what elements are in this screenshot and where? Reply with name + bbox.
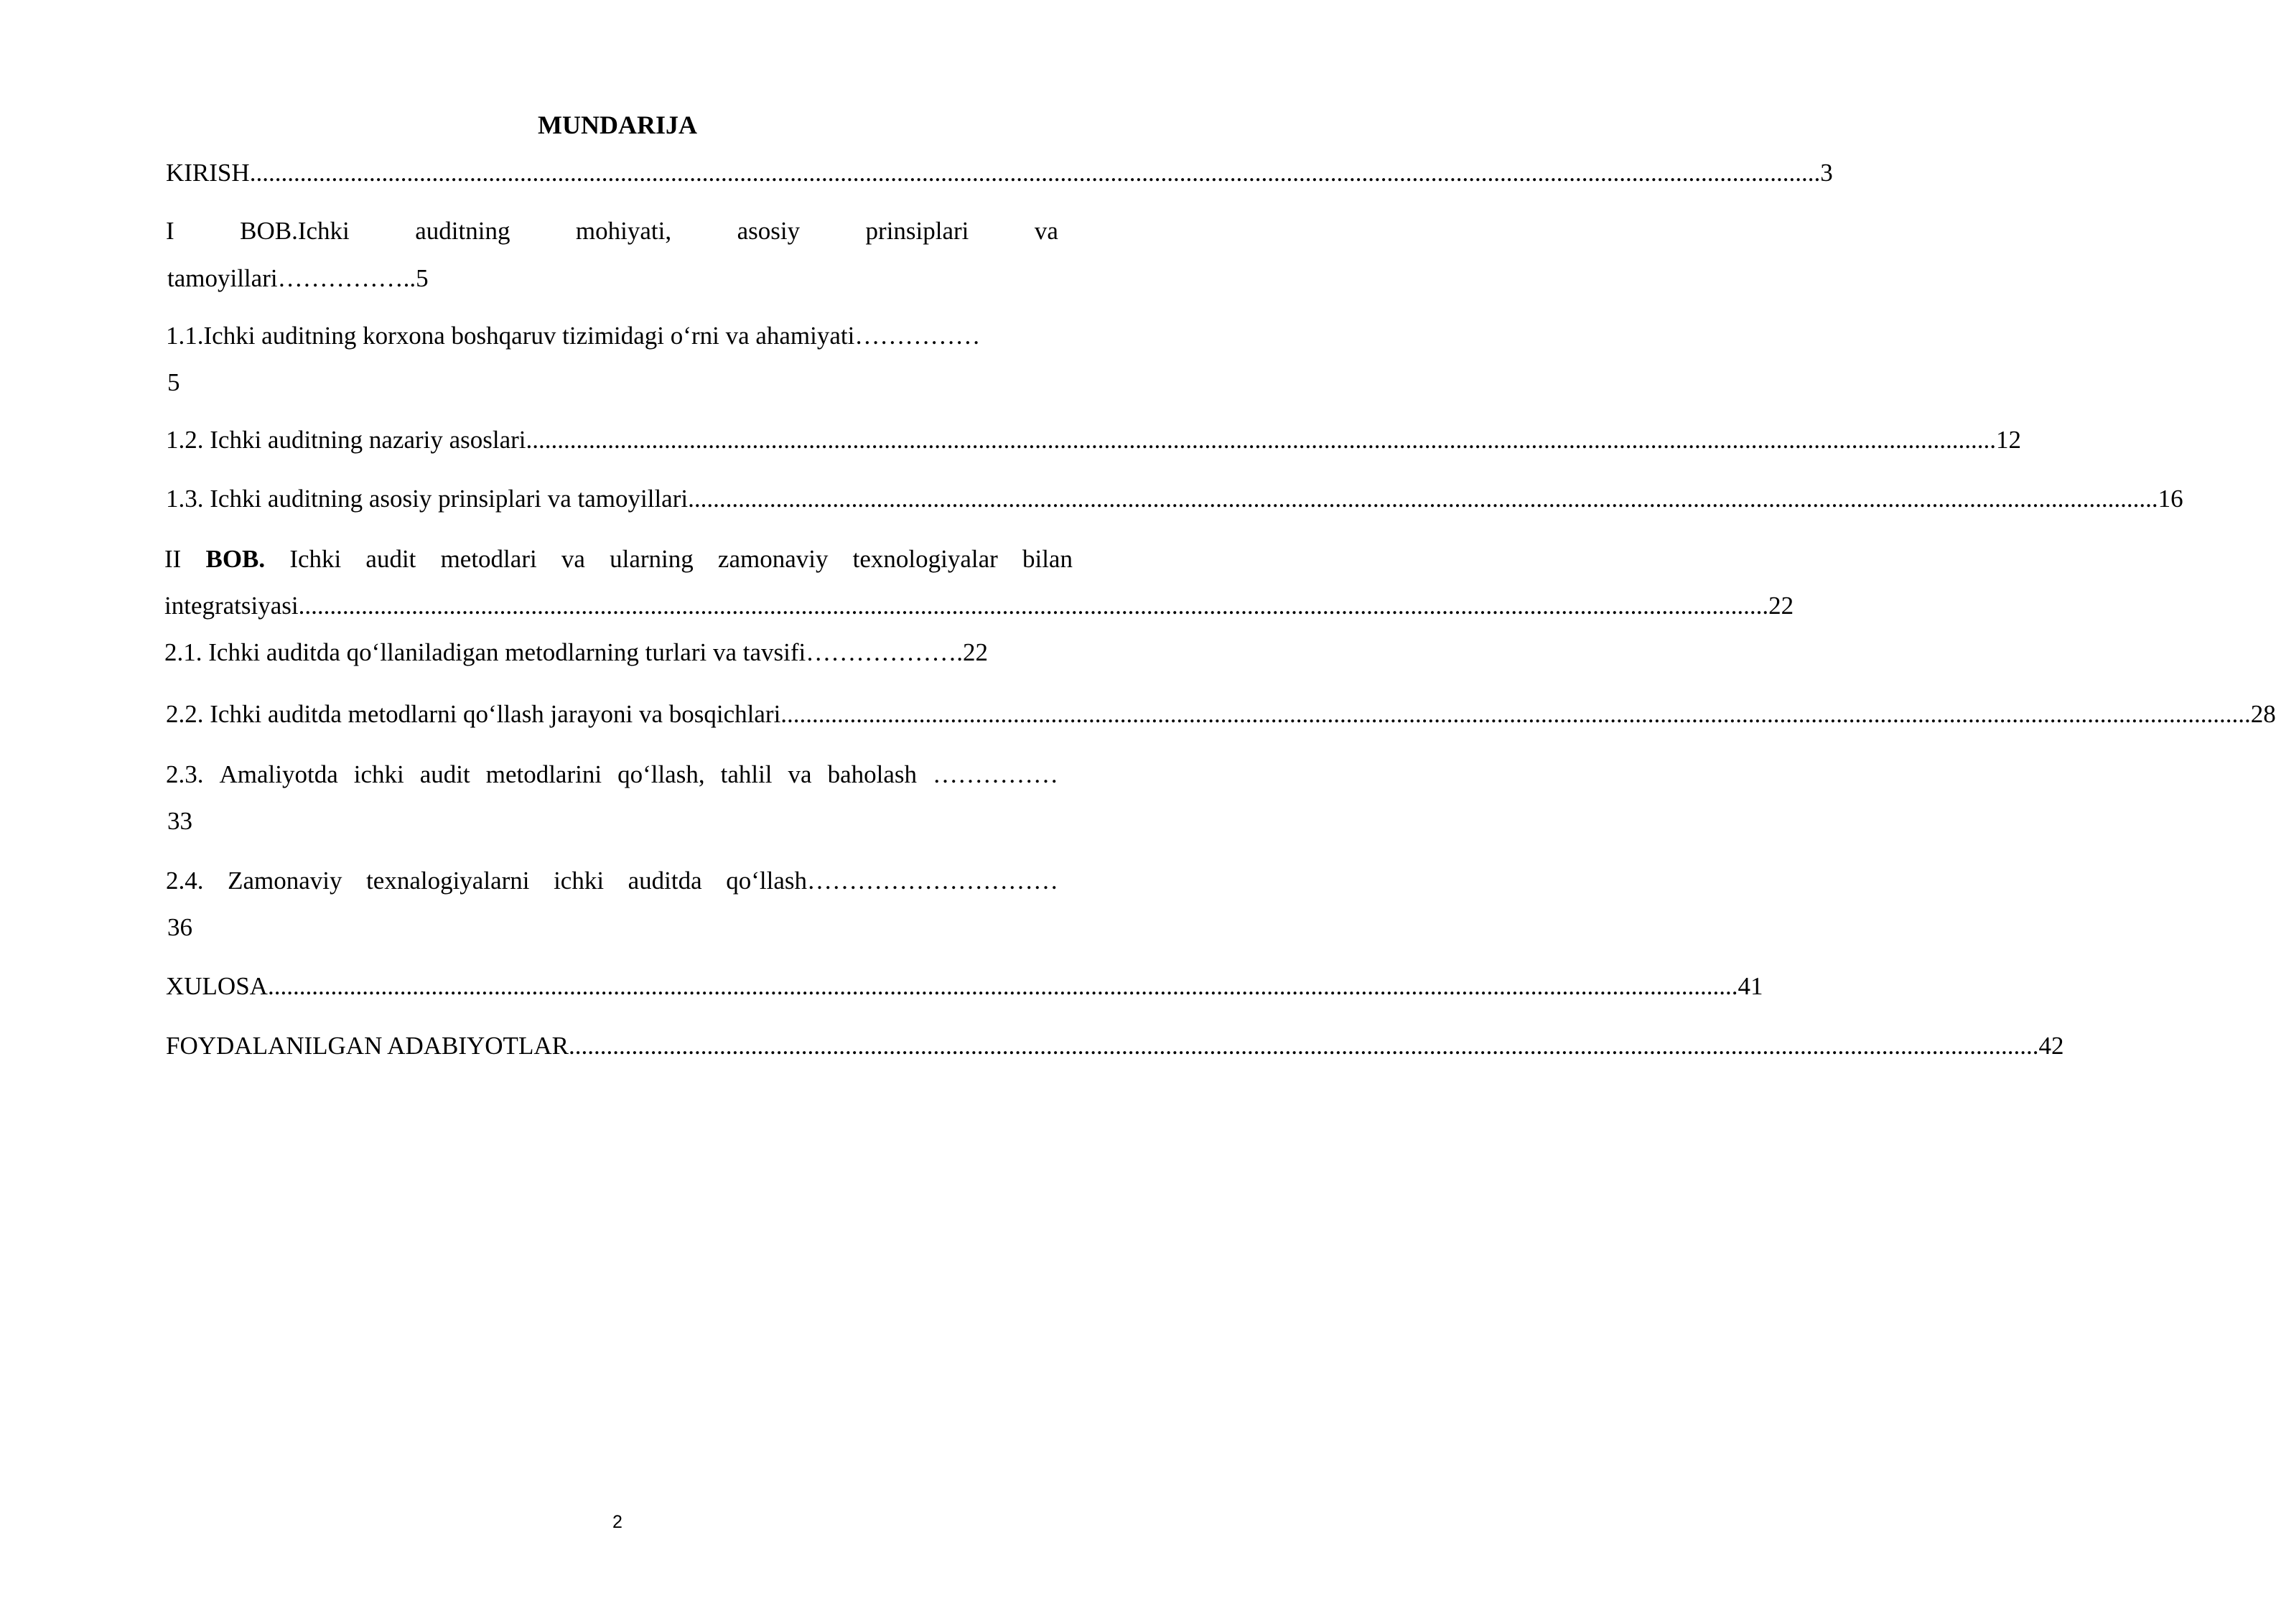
- toc-word: texnologiyalar: [852, 545, 998, 573]
- toc-page-number: 3: [1820, 159, 1833, 187]
- toc-word: 2.4.: [166, 867, 204, 895]
- toc-page-number: 5: [416, 264, 429, 292]
- toc-entry-2-3[interactable]: [166, 757, 1058, 792]
- toc-page-number: 22: [962, 638, 988, 666]
- dot-leader: ..........................................................................................................................................................................................................................................: [568, 1032, 2039, 1060]
- toc-page-number: 16: [2158, 485, 2183, 513]
- toc-entry-2-4[interactable]: [166, 864, 1058, 898]
- toc-word: ichki: [554, 867, 605, 895]
- toc-word: auditning: [415, 217, 510, 245]
- toc-entry-bob2-line1[interactable]: [164, 542, 1073, 577]
- toc-word: metodlari: [440, 545, 537, 573]
- toc-entry-text: integratsiyasi: [164, 592, 299, 620]
- dot-leader: ……………: [933, 760, 1058, 788]
- toc-word: I: [166, 217, 174, 245]
- toc-entry-1-1[interactable]: [166, 319, 980, 353]
- toc-page-number: 41: [1738, 972, 1763, 1000]
- toc-word: BOB.Ichki: [240, 217, 350, 245]
- toc-entry-1-2[interactable]: [166, 423, 2022, 457]
- toc-page-number: 28: [2250, 700, 2276, 728]
- toc-entry-adabiyotlar[interactable]: [166, 1029, 2064, 1063]
- toc-word: va: [561, 545, 585, 573]
- dot-leader: ..........................................................................................................................................................................................................................................: [298, 592, 1769, 620]
- page-number-footer: 2: [612, 1512, 622, 1532]
- toc-word: Zamonaviy: [228, 867, 342, 895]
- dot-leader: ..........................................................................................................................................................................................................................................: [688, 485, 2158, 513]
- dot-leader: ..........................................................................................................................................................................................................................................................: [249, 159, 1821, 187]
- toc-page-number: 42: [2038, 1032, 2064, 1060]
- toc-word: metodlarini: [485, 760, 602, 788]
- toc-word: qo‘llash,: [617, 760, 705, 788]
- dot-leader: ……………: [854, 322, 981, 350]
- toc-page-number: 33: [167, 807, 192, 835]
- toc-entry-xulosa[interactable]: [166, 969, 1763, 1004]
- toc-entry-bob1-line2[interactable]: [167, 261, 429, 296]
- toc-word: qo‘llash…………………………: [726, 867, 1058, 895]
- toc-word: zamonaviy: [717, 545, 829, 573]
- toc-word: audit: [365, 545, 416, 573]
- toc-entry-kirish[interactable]: [166, 156, 1833, 190]
- toc-entry-text: 2.1. Ichki auditda qo‘llaniladigan metodlarning turlari va tavsifi: [164, 638, 806, 666]
- toc-entry-bob1-line1[interactable]: [166, 214, 1058, 248]
- toc-word: BOB.: [205, 545, 266, 573]
- toc-entry-2-2[interactable]: [166, 697, 2276, 732]
- toc-word: mohiyati,: [575, 217, 672, 245]
- toc-page-number: 12: [1996, 426, 2022, 454]
- toc-entry-text: tamoyillari: [167, 264, 278, 292]
- toc-word: audit: [419, 760, 470, 788]
- dot-leader: ……………..: [277, 264, 416, 292]
- toc-word: va: [788, 760, 812, 788]
- toc-entry-text: 2.2. Ichki auditda metodlarni qo‘llash jarayoni va bosqichlari: [166, 700, 781, 728]
- toc-entry-text: 1.1.Ichki auditning korxona boshqaruv tizimidagi o‘rni va ahamiyati: [166, 322, 855, 350]
- dot-leader: ..........................................................................................................................................................................................................................................: [526, 426, 1997, 454]
- toc-entry-bob2-line2[interactable]: [164, 589, 1794, 623]
- toc-word: ichki: [353, 760, 404, 788]
- dot-leader: ..........................................................................................................................................................................................................................................: [267, 972, 1738, 1000]
- toc-word: bilan: [1022, 545, 1073, 573]
- toc-word: auditda: [628, 867, 702, 895]
- toc-page-number: 5: [167, 368, 180, 396]
- toc-page-number: 22: [1768, 592, 1794, 620]
- toc-entry-text: FOYDALANILGAN ADABIYOTLAR: [166, 1032, 569, 1060]
- toc-word: Amaliyotda: [219, 760, 338, 788]
- toc-entry-2-1[interactable]: [164, 635, 988, 670]
- toc-word: 2.3.: [166, 760, 204, 788]
- dot-leader: ..........................................................................................................................................................................................................................................: [780, 700, 2251, 728]
- toc-word: tahlil: [720, 760, 773, 788]
- toc-word: va: [1034, 217, 1058, 245]
- toc-entry-text: 1.3. Ichki auditning asosiy prinsiplari va tamoyillari: [166, 485, 689, 513]
- toc-word: prinsiplari: [865, 217, 969, 245]
- toc-word: baholash: [827, 760, 917, 788]
- toc-word: ularning: [610, 545, 694, 573]
- toc-entry-text: KIRISH: [166, 159, 250, 187]
- toc-entry-1-3[interactable]: [166, 482, 2183, 516]
- page-title: MUNDARIJA: [538, 111, 697, 139]
- dot-leader: ……………….: [806, 638, 963, 666]
- toc-entry-text: 1.2. Ichki auditning nazariy asoslari: [166, 426, 526, 454]
- toc-word: texnalogiyalarni: [366, 867, 530, 895]
- toc-word: asosiy: [737, 217, 801, 245]
- toc-word: Ichki: [289, 545, 342, 573]
- toc-page-number: 36: [167, 913, 192, 941]
- toc-entry-text: XULOSA: [166, 972, 268, 1000]
- toc-word: II: [164, 545, 182, 573]
